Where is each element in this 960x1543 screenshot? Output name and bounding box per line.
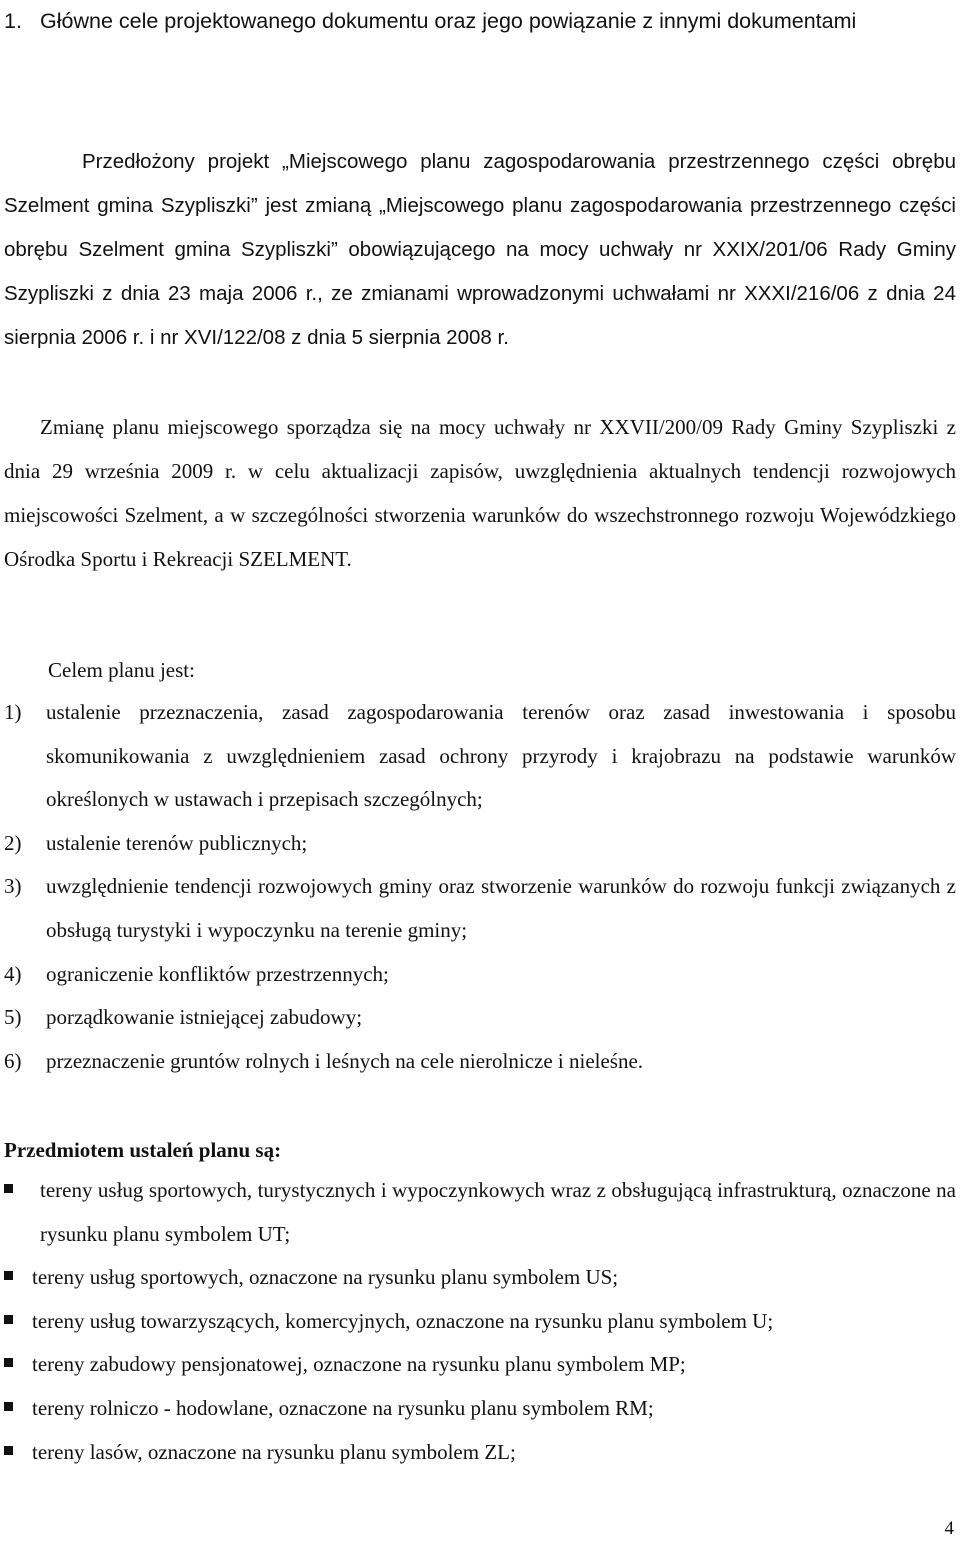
- square-bullet-icon: [4, 1256, 32, 1300]
- subject-text: tereny rolniczo - hodowlane, oznaczone na rysunku planu symbolem RM;: [32, 1395, 654, 1420]
- goal-number: 6): [4, 1048, 22, 1073]
- goal-number: 5): [4, 1005, 22, 1030]
- goal-item: [4, 822, 956, 866]
- subject-item: [4, 1256, 956, 1300]
- intro-paragraph-text: Przedłożony projekt „Miejscowego planu zagospodarowania przestrzennego części obrębu Szelment gmina Szypliszki” jest zmianą „Miejscowego planu zagospodarowania przestrzennego części obrębu Szelment gmina Szypliszki” obowiązującego na mocy uchwały nr XXIX/201/06 Rady Gminy Szypliszki z dnia 23 maja 2006 r., ze zmianami wprowadzonymi uchwałami nr XXXI/216/06 z dnia 24 sierpnia 2006 r. i nr XVI/122/08 z dnia 5 sierpnia 2008 r.: [4, 150, 956, 349]
- subject-item: [4, 1343, 956, 1387]
- goal-number: 4): [4, 961, 22, 986]
- square-bullet-icon: [4, 1300, 32, 1344]
- subject-text: tereny lasów, oznaczone na rysunku planu symbolem ZL;: [32, 1439, 516, 1464]
- subject-item: [4, 1169, 956, 1256]
- intro-paragraph: [4, 140, 956, 360]
- goal-item: [4, 1040, 956, 1084]
- goal-number: 3): [4, 874, 22, 899]
- goal-text: porządkowanie istniejącej zabudowy;: [46, 1005, 363, 1030]
- goal-number: 1): [4, 700, 22, 724]
- goal-item: [4, 953, 956, 997]
- subject-item: [4, 1431, 956, 1475]
- subject-item: [4, 1387, 956, 1431]
- section-heading: [4, 0, 956, 42]
- section-number: 1.: [4, 9, 22, 33]
- subjects-list: [4, 1169, 956, 1474]
- subject-text: tereny zabudowy pensjonatowej, oznaczone na rysunku planu symbolem MP;: [32, 1352, 686, 1377]
- goal-number: 2): [4, 830, 22, 855]
- goal-text: ograniczenie konfliktów przestrzennych;: [46, 961, 389, 986]
- goal-text: ustalenie terenów publicznych;: [46, 830, 308, 855]
- subject-text: tereny usług sportowych, oznaczone na rysunku planu symbolem US;: [32, 1265, 619, 1290]
- section-title: Główne cele projektowanego dokumentu oraz jego powiązanie z innymi dokumentami: [40, 9, 857, 33]
- square-bullet-icon: [4, 1387, 32, 1431]
- amendment-paragraph-text: Zmianę planu miejscowego sporządza się na mocy uchwały nr XXVII/200/09 Rady Gminy Szypliszki z dnia 29 września 2009 r. w celu aktualizacji zapisów, uwzględnienia aktualnych tendencji rozwojowych miejscowości Szelment, a w szczególności stworzenia warunków do wszechstronnego rozwoju Wojewódzkiego Ośrodka Sportu i Rekreacji SZELMENT.: [4, 415, 956, 571]
- goal-text: ustalenie przeznaczenia, zasad zagospodarowania terenów oraz zasad inwestowania i sposobu skomunikowania z uwzględnieniem zasad ochrony przyrody i krajobrazu na podstawie warunków określonych w ustawach i przepisach szczególnych;: [46, 700, 956, 812]
- page-number: 4: [944, 1518, 954, 1539]
- goal-item: [4, 691, 956, 822]
- goals-list: [4, 691, 956, 1083]
- goal-item: [4, 996, 956, 1040]
- square-bullet-icon: [4, 1343, 32, 1387]
- subject-text: tereny usług towarzyszących, komercyjnych, oznaczone na rysunku planu symbolem U;: [32, 1308, 774, 1333]
- goal-text: przeznaczenie gruntów rolnych i leśnych na cele nierolnicze i nieleśne.: [46, 1048, 644, 1073]
- goal-item: [4, 865, 956, 952]
- subject-item: [4, 1300, 956, 1344]
- square-bullet-icon: [4, 1431, 32, 1475]
- subject-text: tereny usług sportowych, turystycznych i wypoczynkowych wraz z obsługującą infrastrukturą, oznaczone na rysunku planu symbolem UT;: [40, 1178, 956, 1246]
- goal-text: uwzględnienie tendencji rozwojowych gminy oraz stworzenie warunków do rozwoju funkcji związanych z obsługą turystyki i wypoczynku na terenie gminy;: [46, 874, 956, 942]
- subjects-heading: Przedmiotem ustaleń planu są:: [4, 1138, 282, 1162]
- goals-intro: Celem planu jest:: [48, 658, 195, 682]
- amendment-paragraph: [4, 405, 956, 581]
- square-bullet-icon: [4, 1169, 40, 1256]
